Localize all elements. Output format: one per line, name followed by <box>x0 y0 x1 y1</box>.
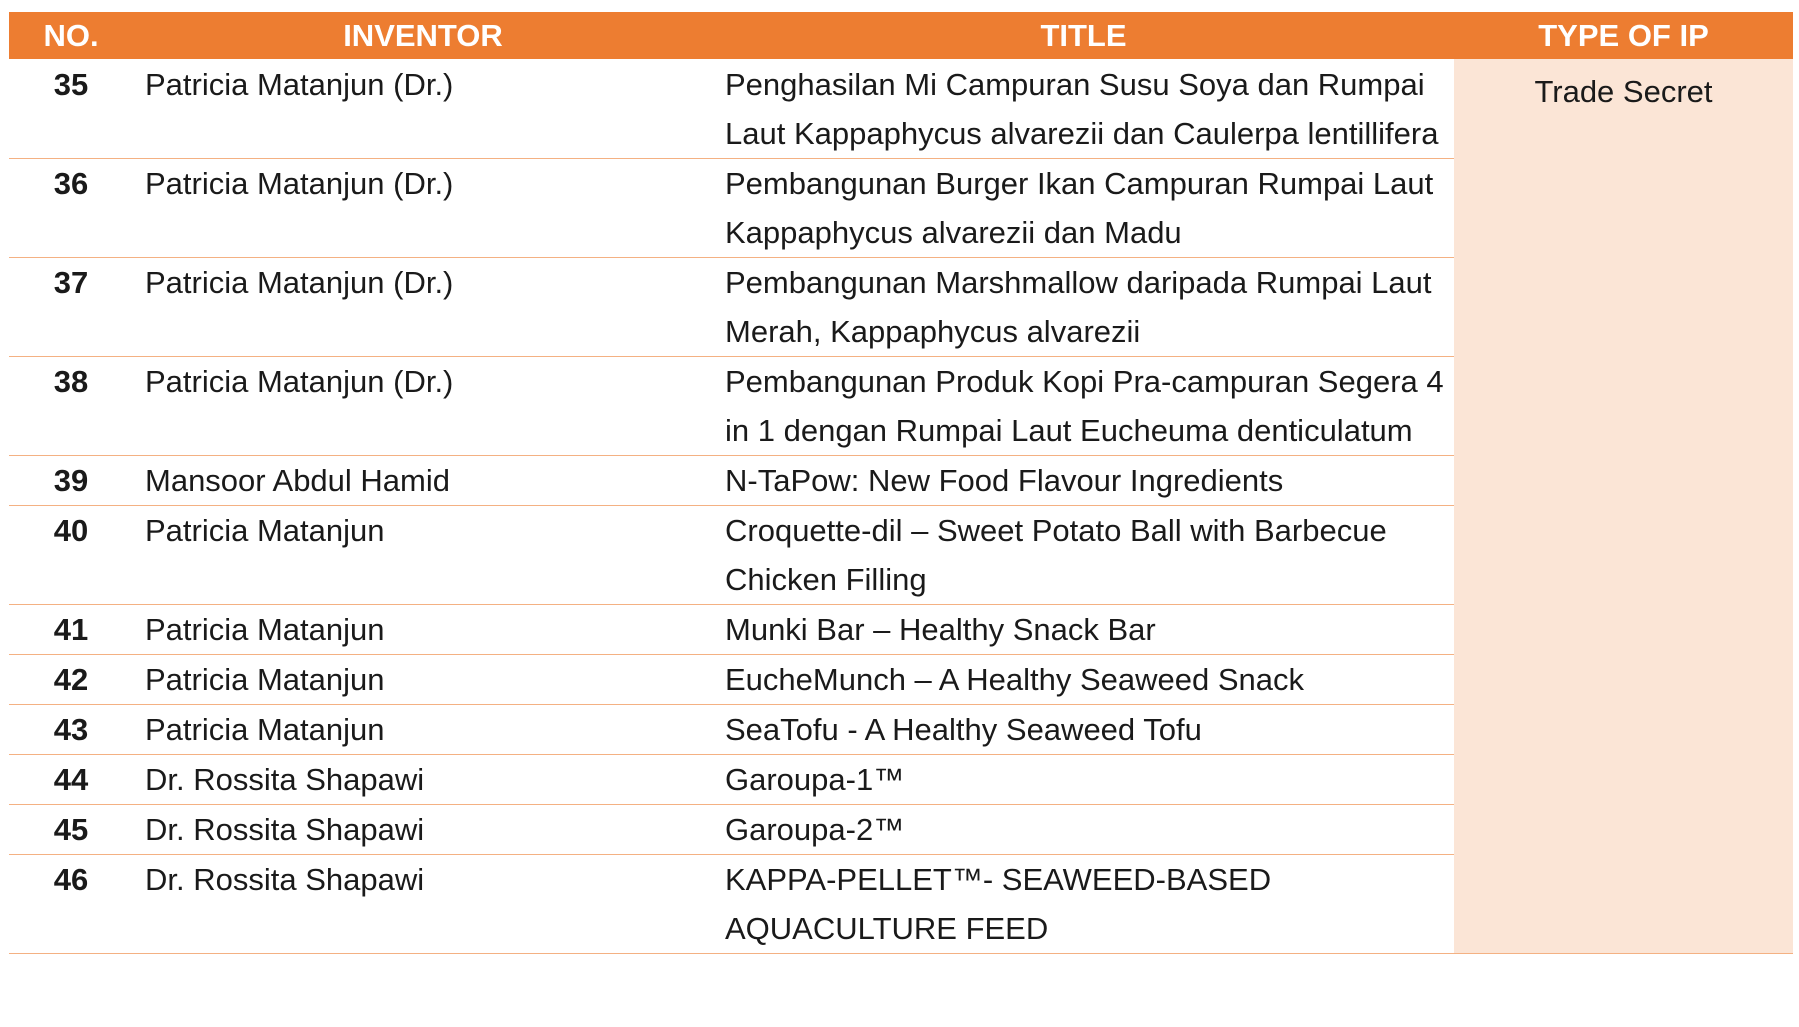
title-cell: Penghasilan Mi Campuran Susu Soya dan Rumpai Laut Kappaphycus alvarezii dan Caulerpa lentillifera <box>713 59 1454 159</box>
inventor-cell: Patricia Matanjun <box>133 705 713 755</box>
row-number: 45 <box>9 805 133 855</box>
row-number: 40 <box>9 506 133 605</box>
table-row <box>9 59 1793 159</box>
header-row <box>9 12 1793 59</box>
inventor-cell: Patricia Matanjun (Dr.) <box>133 159 713 258</box>
title-cell: Pembangunan Marshmallow daripada Rumpai Laut Merah, Kappaphycus alvarezii <box>713 258 1454 357</box>
inventor-cell: Patricia Matanjun (Dr.) <box>133 357 713 456</box>
table-header <box>9 12 1793 59</box>
header-no: NO. <box>9 12 133 59</box>
row-number: 43 <box>9 705 133 755</box>
title-cell: SeaTofu - A Healthy Seaweed Tofu <box>713 705 1454 755</box>
header-inventor: INVENTOR <box>133 12 713 59</box>
title-cell: Munki Bar – Healthy Snack Bar <box>713 605 1454 655</box>
title-cell: EucheMunch – A Healthy Seaweed Snack <box>713 655 1454 705</box>
title-cell: Garoupa-1™ <box>713 755 1454 805</box>
row-number: 39 <box>9 456 133 506</box>
type-of-ip-cell: Trade Secret <box>1454 59 1793 954</box>
inventor-cell: Patricia Matanjun <box>133 506 713 605</box>
ip-table-container <box>9 12 1793 954</box>
header-type-of-ip: TYPE OF IP <box>1454 12 1793 59</box>
title-cell: KAPPA-PELLET™- SEAWEED-BASED AQUACULTURE FEED <box>713 855 1454 954</box>
title-cell: Pembangunan Burger Ikan Campuran Rumpai Laut Kappaphycus alvarezii dan Madu <box>713 159 1454 258</box>
table-body <box>9 59 1793 954</box>
header-title: TITLE <box>713 12 1454 59</box>
inventor-cell: Dr. Rossita Shapawi <box>133 805 713 855</box>
row-number: 37 <box>9 258 133 357</box>
row-number: 35 <box>9 59 133 159</box>
inventor-cell: Patricia Matanjun <box>133 655 713 705</box>
title-cell: Garoupa-2™ <box>713 805 1454 855</box>
inventor-cell: Patricia Matanjun <box>133 605 713 655</box>
inventor-cell: Dr. Rossita Shapawi <box>133 755 713 805</box>
row-number: 42 <box>9 655 133 705</box>
inventor-cell: Patricia Matanjun (Dr.) <box>133 59 713 159</box>
title-cell: Croquette-dil – Sweet Potato Ball with Barbecue Chicken Filling <box>713 506 1454 605</box>
inventor-cell: Dr. Rossita Shapawi <box>133 855 713 954</box>
inventor-cell: Mansoor Abdul Hamid <box>133 456 713 506</box>
row-number: 36 <box>9 159 133 258</box>
row-number: 38 <box>9 357 133 456</box>
inventor-cell: Patricia Matanjun (Dr.) <box>133 258 713 357</box>
row-number: 41 <box>9 605 133 655</box>
row-number: 46 <box>9 855 133 954</box>
ip-table <box>9 12 1793 954</box>
row-number: 44 <box>9 755 133 805</box>
title-cell: N-TaPow: New Food Flavour Ingredients <box>713 456 1454 506</box>
title-cell: Pembangunan Produk Kopi Pra-campuran Segera 4 in 1 dengan Rumpai Laut Eucheuma denticulatum <box>713 357 1454 456</box>
